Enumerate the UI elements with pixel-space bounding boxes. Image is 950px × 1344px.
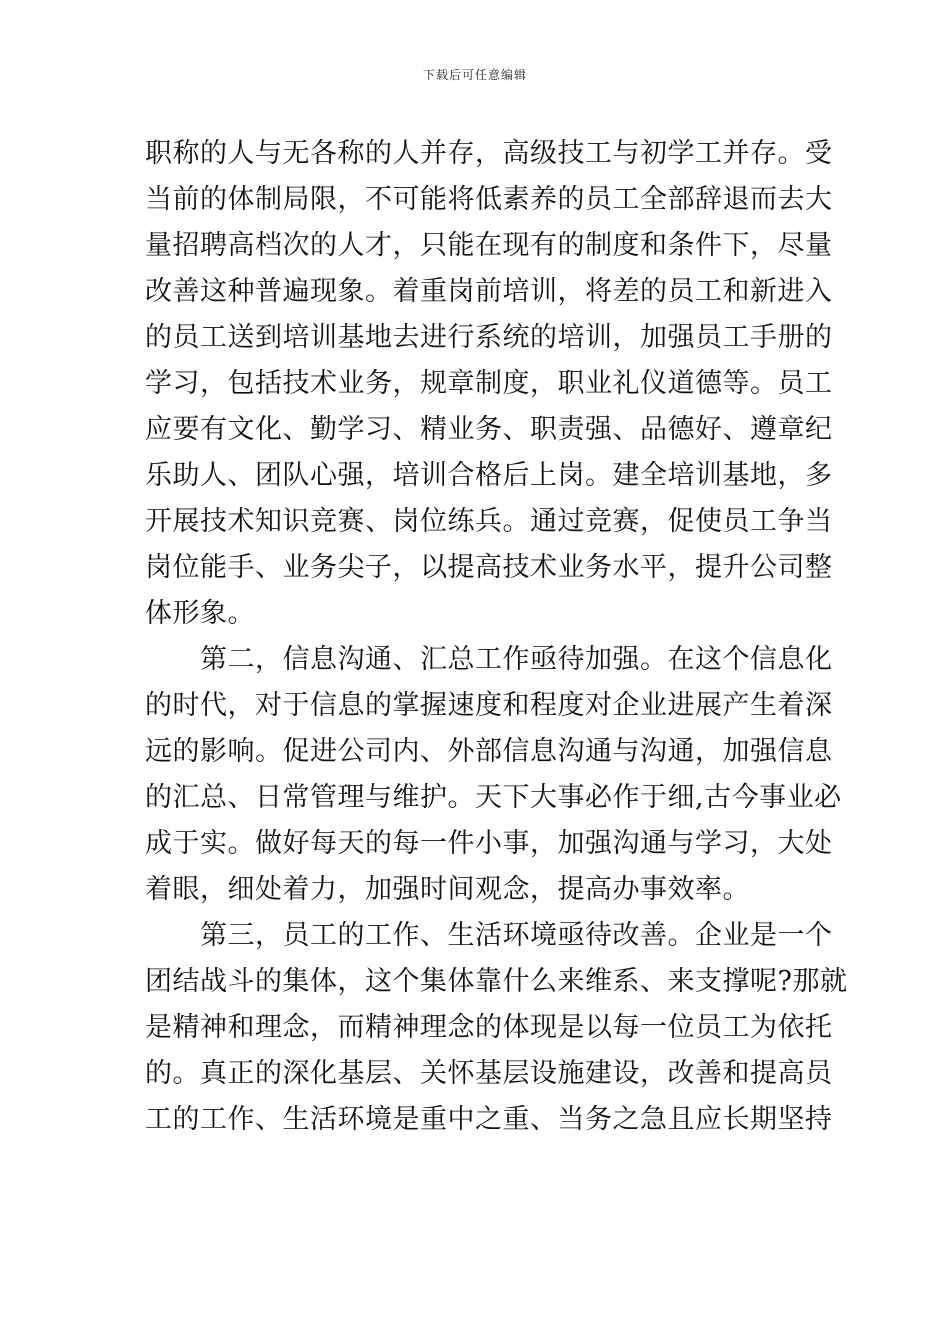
- text-line: 团结战斗的集体，这个集体靠什么来维系、来支撑呢?那就: [145, 966, 848, 997]
- text-line: 开展技术知识竞赛、岗位练兵。通过竞赛，促使员工争当: [145, 506, 833, 537]
- text-line: 学习，包括技术业务，规章制度，职业礼仪道德等。员工: [145, 368, 833, 399]
- text-line: 是精神和理念，而精神理念的体现是以每一位员工为依托: [145, 1012, 833, 1043]
- text-line: 成于实。做好每天的每一件小事，加强沟通与学习，大处: [145, 828, 833, 859]
- text-line: 体形象。: [145, 598, 255, 629]
- text-line: 量招聘高档次的人才，只能在现有的制度和条件下，尽量: [145, 230, 833, 261]
- text-line: 远的影响。促进公司内、外部信息沟通与沟通，加强信息: [145, 736, 833, 767]
- page-header-note: 下载后可任意编辑: [422, 68, 527, 82]
- paragraph-start-line: 第二，信息沟通、汇总工作亟待加强。在这个信息化: [145, 644, 833, 675]
- text-line: 的。真正的深化基层、关怀基层设施建设，改善和提高员: [145, 1058, 833, 1089]
- text-line: 当前的体制局限，不可能将低素养的员工全部辞退而去大: [145, 184, 833, 215]
- text-line: 应要有文化、勤学习、精业务、职责强、品德好、遵章纪: [145, 414, 833, 445]
- text-line: 工的工作、生活环境是重中之重、当务之急且应长期坚持: [145, 1104, 833, 1135]
- text-line: 的员工送到培训基地去进行系统的培训，加强员工手册的: [145, 322, 833, 353]
- text-line: 乐助人、团队心强，培训合格后上岗。建全培训基地，多: [145, 460, 833, 491]
- text-line: 着眼，细处着力，加强时间观念，提高办事效率。: [145, 874, 750, 905]
- paragraph-start-line: 第三，员工的工作、生活环境亟待改善。企业是一个: [145, 920, 833, 951]
- text-line: 岗位能手、业务尖子，以提高技术业务水平，提升公司整: [145, 552, 833, 583]
- text-line: 的时代，对于信息的掌握速度和程度对企业进展产生着深: [145, 690, 833, 721]
- text-line: 职称的人与无各称的人并存，高级技工与初学工并存。受: [145, 138, 833, 169]
- text-line: 的汇总、日常管理与维护。天下大事必作于细,古今事业必: [145, 782, 842, 813]
- text-line: 改善这种普遍现象。着重岗前培训，将差的员工和新进入: [145, 276, 833, 307]
